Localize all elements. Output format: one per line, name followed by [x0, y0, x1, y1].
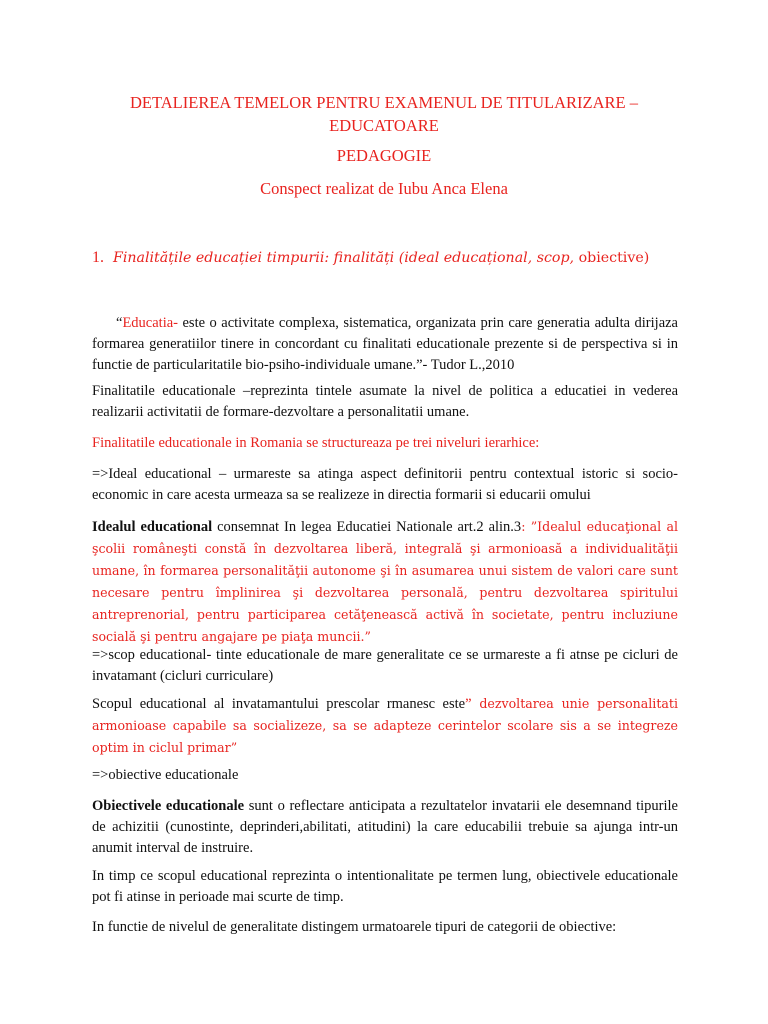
- title-line-2: EDUCATOARE: [329, 116, 439, 135]
- paragraph-scopul-prescolar: [92, 693, 678, 759]
- bold-term-idealul: Idealul educational: [92, 519, 213, 535]
- paragraph-timp-comparison: In timp ce scopul educational reprezinta o intentionalitate pe termen lung, obiectivele educationale pot fi atinse in perioade mai scurte de timp.: [92, 868, 678, 905]
- scop-quote: dezvoltarea unie personalitati armonioase capabile sa socializeze, sa se adapteze cerintelor scolare sis a se integreze optim in ciclul primar”: [92, 696, 678, 755]
- section-heading: [92, 248, 692, 268]
- subject-heading: PEDAGOGIE: [336, 146, 432, 165]
- section-title-end: obiective): [578, 250, 650, 266]
- paragraph-categorii-obiective: In functie de nivelul de generalitate distingem urmatoarele tipuri de categorii de obiective:: [92, 919, 617, 935]
- lege-quote: : ”Idealul educaţional al şcolii româneşti constă în dezvoltarea liberă, integrală şi armonioasă a individualităţii umane, în formarea personalităţii autonome şi în asumarea unui sistem de valori care sunt necesare pentru împlinirea şi dezvoltarea personală, pentru dezvoltarea spiritului antreprenorial, pentru participarea cetăţenească activă în societate, pentru incluziune socială şi pentru angajare pe piaţa muncii.”: [92, 519, 678, 644]
- section-title-main: Finalitățile educației timpurii: finalități (ideal educațional, scop,: [113, 250, 579, 266]
- paragraph-obiective-label: =>obiective educationale: [92, 767, 239, 783]
- obiectivele-text: sunt o reflectare anticipata a rezultatelor invatarii ele desemnand tipurile de achizitii (cunostinte, deprinderi,abilitati, atitudini) la care educabilii trebuie sa ajunga intr-un anumit interval de instruire.: [92, 798, 678, 856]
- scop-text: Scopul educational al invatamantului prescolar rmanesc este: [92, 696, 466, 712]
- section-number: 1.: [92, 249, 104, 266]
- paragraph-finalitati-definition: Finalitatile educationale –reprezinta tintele asumate la nivel de politica a educatiei in vederea realizarii activitatii de formare-dezvoltare a personalitatii umane.: [92, 383, 678, 420]
- document-title: [60, 91, 708, 137]
- bold-term-obiectivele: Obiectivele educationale: [92, 798, 245, 814]
- paragraph-obiectivele-definition: [92, 796, 678, 859]
- paragraph-idealul-lege: [92, 516, 678, 648]
- lege-text: consemnat In legea Educatiei Nationale art.2 alin.3: [212, 519, 522, 535]
- open-quote: “: [116, 315, 123, 331]
- author-line: Conspect realizat de Iubu Anca Elena: [260, 179, 508, 198]
- definition-text: este o activitate complexa, sistematica, organizata prin care generatia adulta dirijaza formarea generatiilor tinere in concordant cu finalitati educationale prezente si de perspectiva si in functie de particularitatile bio-psiho-individuale umane.”- Tudor L.,2010: [92, 315, 678, 373]
- title-line-1: DETALIEREA TEMELOR PENTRU EXAMENUL DE TITULARIZARE –: [130, 93, 638, 112]
- paragraph-education-definition: [92, 313, 678, 376]
- paragraph-three-levels: Finalitatile educationale in Romania se structureaza pe trei niveluri ierarhice:: [92, 435, 540, 451]
- scop-quote-mark: ”: [465, 696, 472, 712]
- term-educatia: Educatia-: [122, 315, 178, 331]
- paragraph-scop-educational: =>scop educational- tinte educationale de mare generalitate ce se urmareste a fi atnse pe cicluri de invatamant (cicluri curriculare): [92, 647, 678, 684]
- paragraph-ideal-educational: =>Ideal educational – urmareste sa atinga aspect definitorii pentru contextual istoric si socio-economic in care acesta urmeaza sa se realizeze in directia formarii si educarii omului: [92, 466, 678, 503]
